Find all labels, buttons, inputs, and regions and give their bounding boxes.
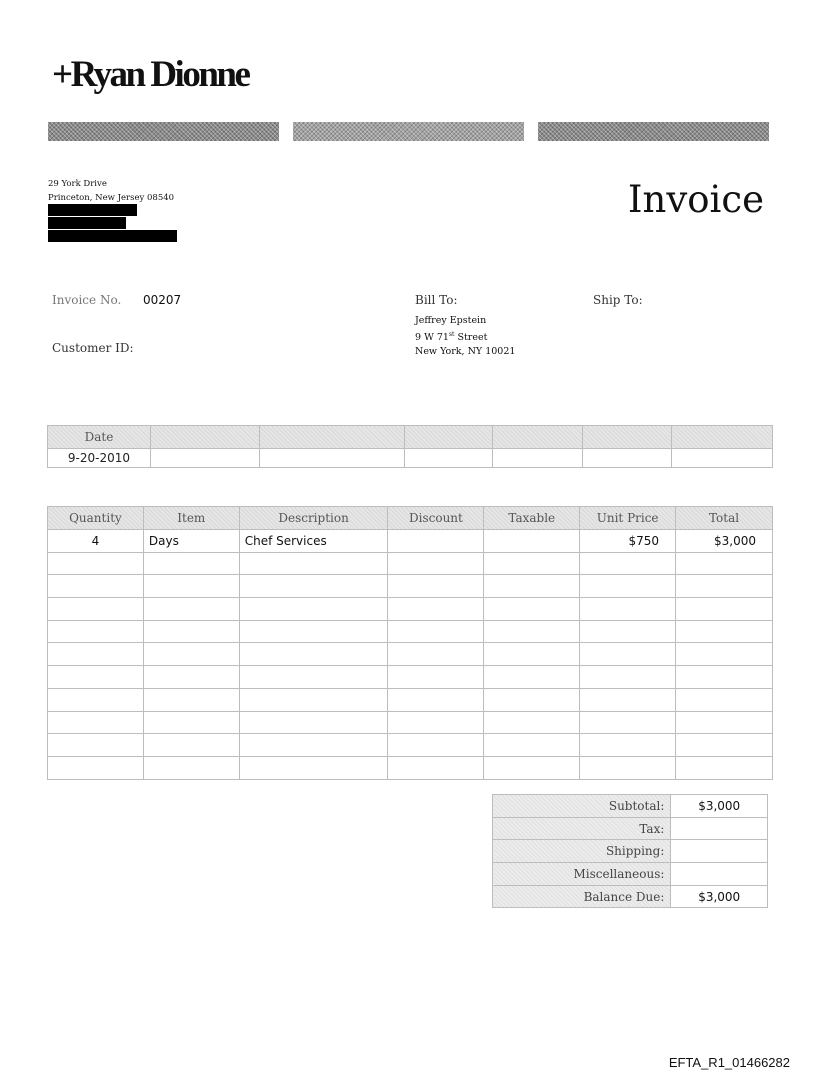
summary-row — [493, 817, 768, 840]
empty-table-row — [48, 620, 773, 643]
summary-row — [493, 840, 768, 863]
line-items-table — [47, 506, 773, 780]
document-title: Invoice — [627, 178, 764, 221]
tax-label: Tax: — [493, 817, 671, 840]
empty-table-row — [48, 552, 773, 575]
column-header: Item — [143, 507, 239, 530]
empty-table-row — [48, 643, 773, 666]
description-cell: Chef Services — [239, 530, 388, 553]
column-header: Total — [676, 507, 773, 530]
vendor-address-line2: Princeton, New Jersey 08540 — [48, 192, 175, 203]
bill-to-city: New York, NY 10021 — [415, 346, 516, 358]
empty-table-row — [48, 575, 773, 598]
redaction-bar — [48, 217, 126, 229]
balance-due-value: $3,000 — [671, 885, 768, 908]
balance-due-label: Balance Due: — [493, 885, 671, 908]
header-bar-right — [538, 122, 769, 141]
company-logo: +Ryan Dionne — [52, 54, 249, 95]
shipping-value — [671, 840, 768, 863]
column-header: Discount — [388, 507, 484, 530]
document-id: EFTA_R1_01466282 — [668, 1055, 790, 1070]
subtotal-value: $3,000 — [671, 795, 768, 818]
table-header-row — [48, 507, 773, 530]
column-header: Unit Price — [580, 507, 676, 530]
invoice-no-value: 00207 — [143, 293, 182, 307]
empty-table-row — [48, 711, 773, 734]
empty-table-row — [48, 688, 773, 711]
empty-table-row — [48, 666, 773, 689]
bill-to-street: 9 W 71st Street — [415, 331, 488, 344]
bill-to-address — [415, 314, 515, 359]
misc-label: Miscellaneous: — [493, 863, 671, 886]
header-bar-left — [48, 122, 279, 141]
item-cell: Days — [143, 530, 239, 553]
column-header: Taxable — [484, 507, 580, 530]
summary-row — [493, 863, 768, 886]
empty-table-row — [48, 756, 773, 779]
taxable-cell — [484, 530, 580, 553]
discount-cell — [388, 530, 484, 553]
empty-table-row — [48, 734, 773, 757]
shipping-label: Shipping: — [493, 840, 671, 863]
date-header: Date — [48, 426, 151, 449]
ship-to-label: Ship To: — [593, 293, 643, 307]
column-header: Quantity — [48, 507, 144, 530]
subtotal-label: Subtotal: — [493, 795, 671, 818]
tax-value — [671, 817, 768, 840]
misc-value — [671, 863, 768, 886]
bill-to-label: Bill To: — [415, 293, 458, 307]
total-cell: $3,000 — [676, 530, 773, 553]
quantity-cell: 4 — [48, 530, 144, 553]
column-header: Description — [239, 507, 388, 530]
table-row — [48, 530, 773, 553]
summary-table — [492, 794, 768, 908]
header-bar-middle — [293, 122, 524, 141]
unit-price-cell: $750 — [580, 530, 676, 553]
bill-to-name: Jeffrey Epstein — [415, 315, 487, 326]
customer-id-label: Customer ID: — [52, 341, 134, 355]
summary-row — [493, 885, 768, 908]
invoice-no-label: Invoice No. — [52, 293, 122, 307]
empty-table-row — [48, 598, 773, 621]
redaction-bar — [48, 204, 137, 216]
date-table — [47, 425, 773, 468]
vendor-address-line1: 29 York Drive — [48, 179, 107, 189]
summary-row — [493, 795, 768, 818]
date-value: 9-20-2010 — [48, 449, 151, 468]
vendor-address — [48, 178, 174, 205]
redaction-bar — [48, 230, 177, 242]
